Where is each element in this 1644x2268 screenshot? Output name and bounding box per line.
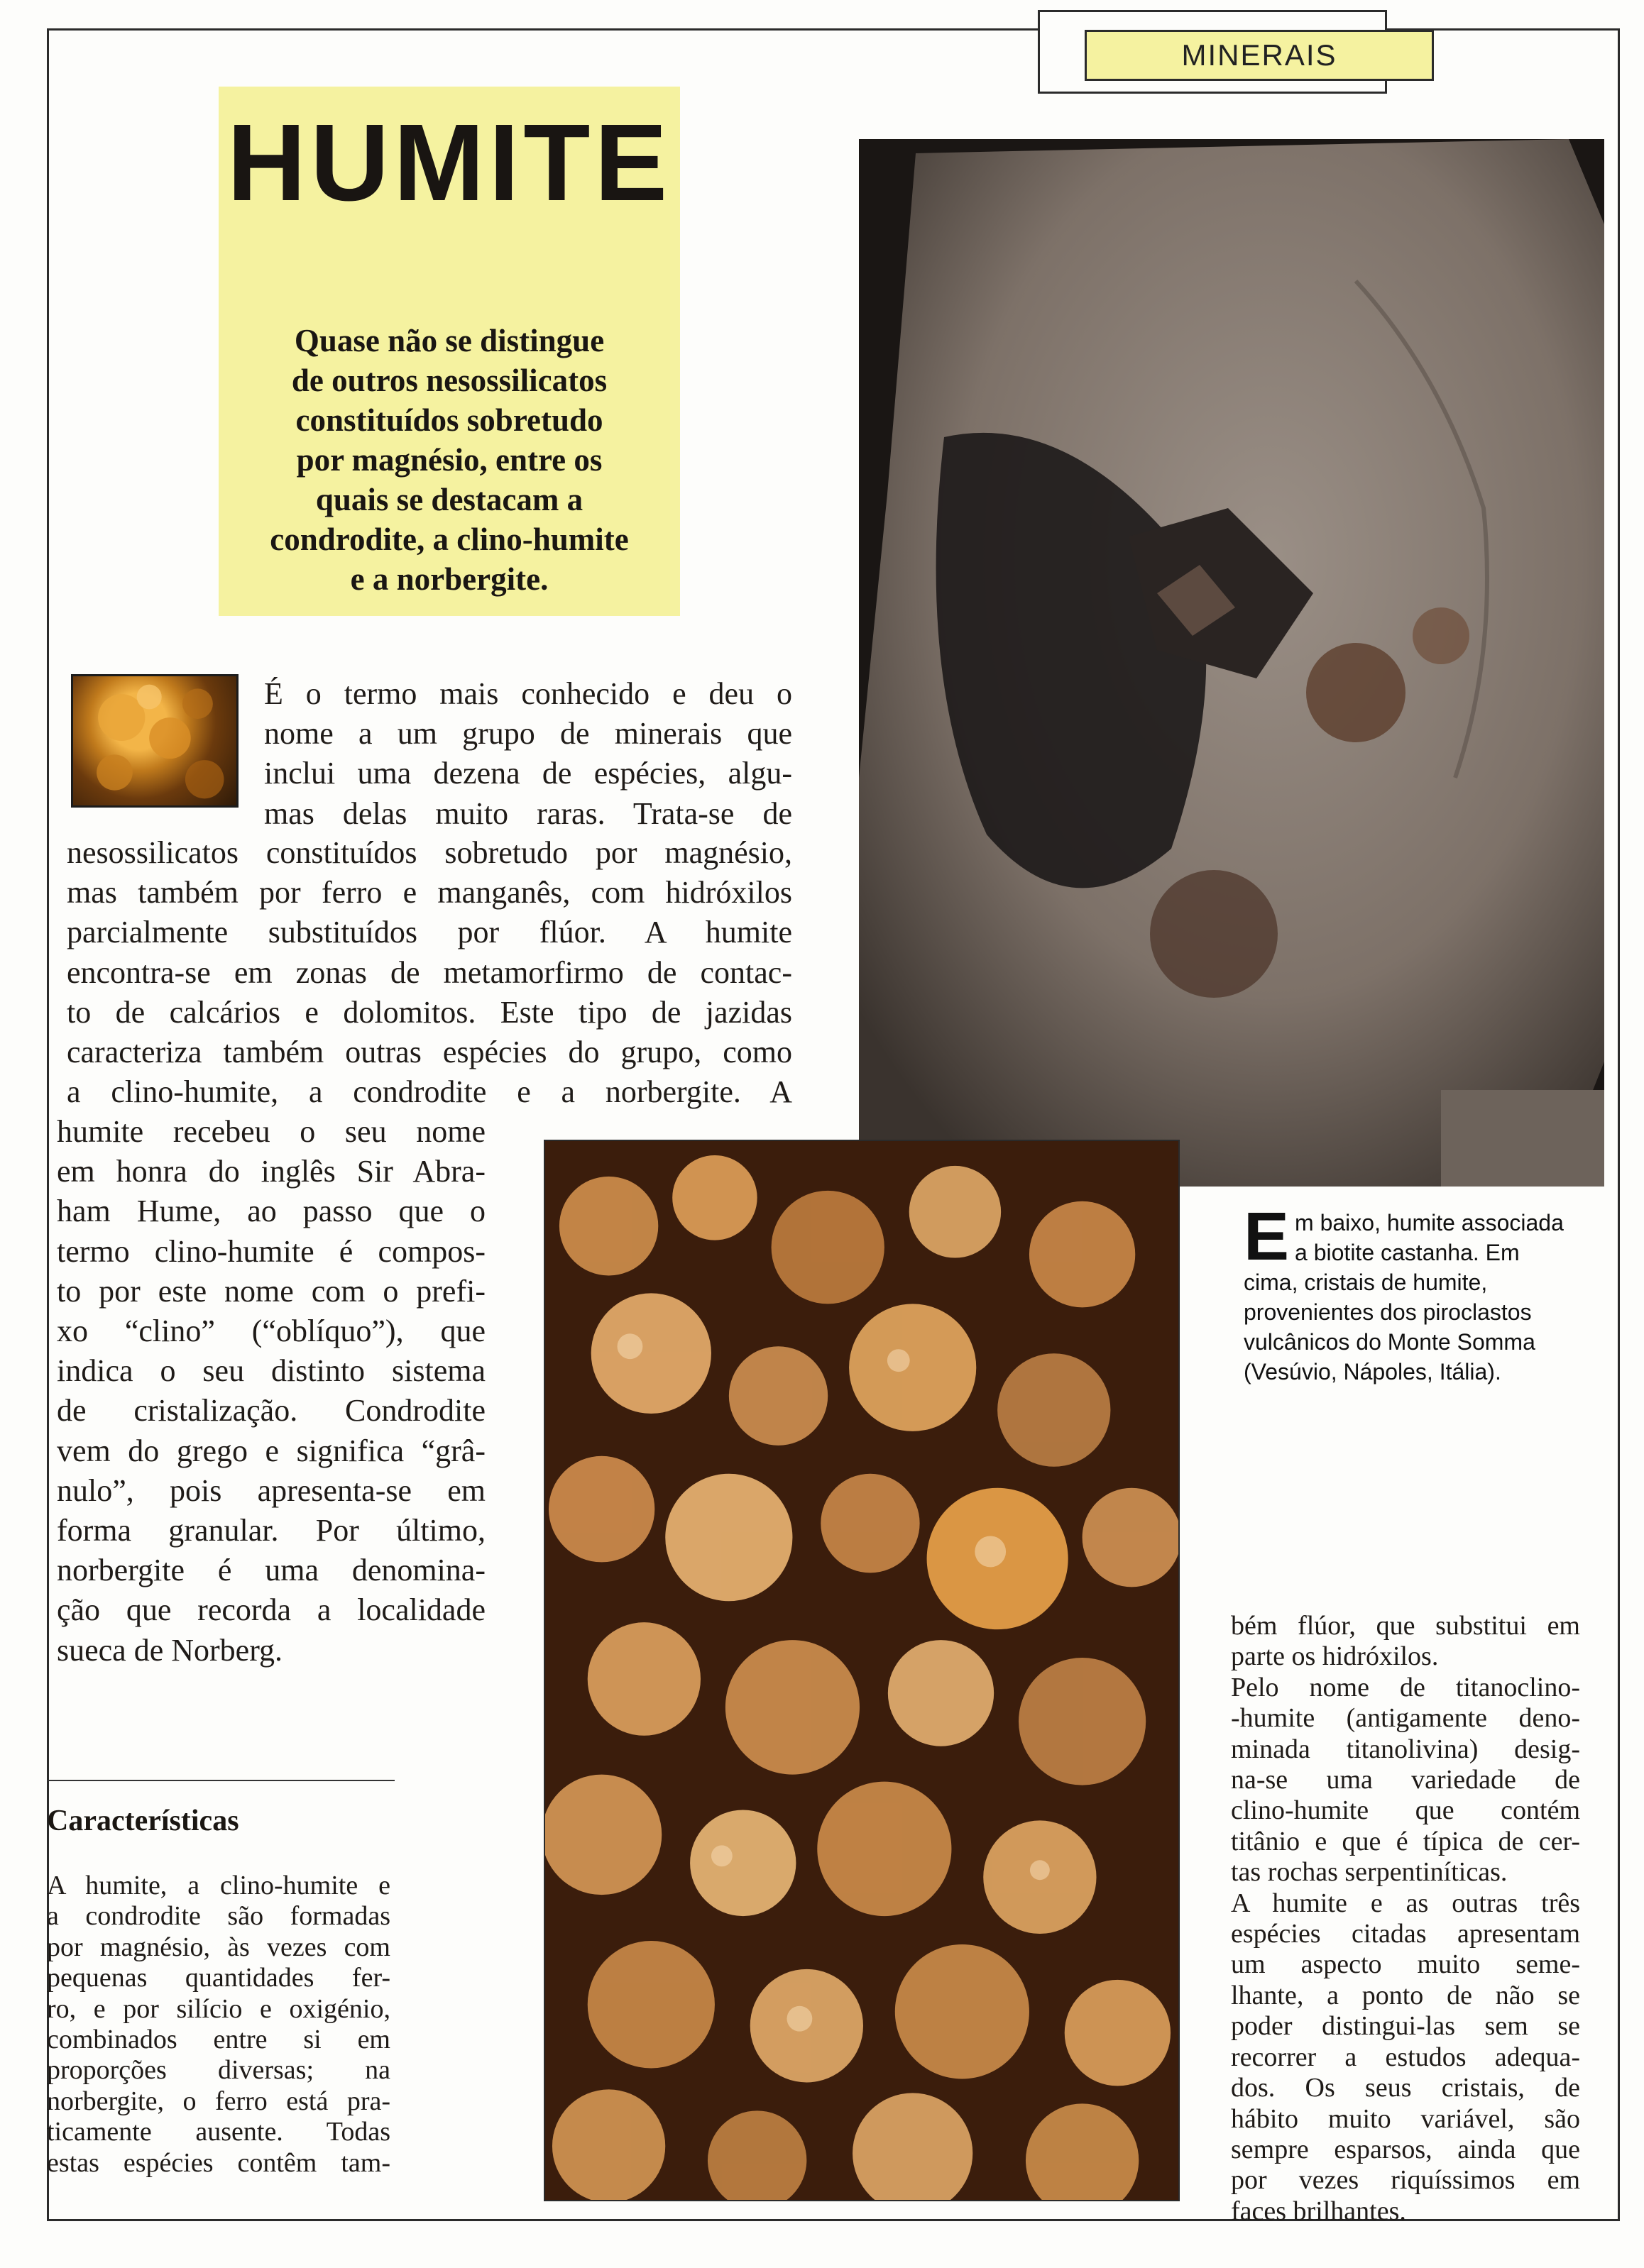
text-line: titânio e que é típica de cer- <box>1231 1826 1580 1856</box>
text-line: pequenas quantidades fer- <box>47 1963 390 1993</box>
text-line: to por este nome com o prefi- <box>57 1273 486 1309</box>
text-line: xo “clino” (“oblíquo”), que <box>57 1314 486 1349</box>
subtitle-line: e a norbergite. <box>350 561 549 597</box>
characteristics-text <box>47 1871 390 2179</box>
right-column-text <box>1231 1611 1580 2227</box>
text-line: a clino-humite, a condrodite e a norbergite. A <box>67 1074 792 1110</box>
caption-line: (Vesúvio, Nápoles, Itália). <box>1244 1359 1501 1385</box>
intro-paragraph-full <box>67 833 792 1112</box>
text-line: É o termo mais conhecido e deu o <box>264 676 792 711</box>
text-line: mas também por ferro e manganês, com hidróxilos <box>67 875 792 910</box>
text-line: sempre esparsos, ainda que <box>1231 2134 1580 2164</box>
text-line: poder distingui-las sem se <box>1231 2011 1580 2042</box>
text-line: caracteriza também outras espécies do grupo, como <box>67 1035 792 1070</box>
caption-line: m baixo, humite associada <box>1295 1210 1564 1235</box>
caption-dropcap: E <box>1244 1199 1290 1275</box>
subtitle-line: constituídos sobretudo <box>295 402 603 438</box>
text-line: nome a um grupo de minerais que <box>264 716 792 752</box>
caption-line: vulcânicos do Monte Somma <box>1244 1329 1535 1355</box>
page-title: HUMITE <box>226 101 672 224</box>
text-line: -humite (antigamente deno- <box>1231 1703 1580 1734</box>
text-line: ção que recorda a localidade <box>57 1592 486 1628</box>
text-line: faces brilhantes. <box>1231 2196 1406 2226</box>
intro-paragraph-bottom <box>57 1112 486 1670</box>
mineral-thumbnail-image <box>71 674 239 808</box>
text-line: dos. Os seus cristais, de <box>1231 2073 1580 2103</box>
photo-humite-crystals <box>544 1140 1180 2201</box>
text-line: estas espécies contêm tam- <box>47 2147 390 2178</box>
section-divider <box>47 1780 395 1781</box>
text-line: lhante, a ponto de não se <box>1231 1980 1580 2010</box>
text-line: Pelo nome de titanoclino- <box>1231 1672 1580 1702</box>
section-tab-label: MINERAIS <box>1181 38 1337 72</box>
caption-line: provenientes dos piroclastos <box>1244 1299 1532 1325</box>
text-line: sueca de Norberg. <box>57 1632 283 1668</box>
text-line: encontra-se em zonas de metamorfirmo de contac- <box>67 954 792 990</box>
text-line: norbergite é uma denomina- <box>57 1553 486 1588</box>
text-line: proporções diversas; na <box>47 2055 390 2086</box>
text-line: mas delas muito raras. Trata-se de <box>264 796 792 831</box>
subtitle-line: condrodite, a clino-humite <box>270 522 629 557</box>
title-box <box>219 87 680 616</box>
text-line: norbergite, o ferro está pra- <box>47 2086 390 2116</box>
subtitle-line: quais se destacam a <box>315 482 583 517</box>
photo-caption <box>1244 1199 1577 1387</box>
text-line: ham Hume, ao passo que o <box>57 1194 486 1229</box>
text-line: na-se uma variedade de <box>1231 1765 1580 1795</box>
text-line: de cristalização. Condrodite <box>57 1393 486 1428</box>
text-line: hábito muito variável, são <box>1231 2103 1580 2134</box>
text-line: em honra do inglês Sir Abra- <box>57 1154 486 1189</box>
text-line: A humite, a clino-humite e <box>47 1871 390 1900</box>
text-line: minada titanolivina) desig- <box>1231 1734 1580 1764</box>
text-line: tas rochas serpentiníticas. <box>1231 1857 1508 1888</box>
text-line: nulo”, pois apresenta-se em <box>57 1472 486 1508</box>
subtitle-line: Quase não se distingue <box>294 323 605 358</box>
text-line: recorrer a estudos adequa- <box>1231 2042 1580 2072</box>
intro-paragraph-top <box>264 674 792 834</box>
text-line: por vezes riquíssimos em <box>1231 2165 1580 2196</box>
subtitle-line: de outros nesossilicatos <box>291 363 608 398</box>
text-line: indica o seu distinto sistema <box>57 1353 486 1389</box>
text-line: a condrodite são formadas <box>47 1901 390 1932</box>
subtitle-line: por magnésio, entre os <box>296 442 603 478</box>
caption-line: cima, cristais de humite, <box>1244 1270 1488 1295</box>
text-line: ro, e por silício e oxigénio, <box>47 1993 390 2024</box>
text-line: vem do grego e significa “grâ- <box>57 1433 486 1468</box>
text-line: parcialmente substituídos por flúor. A humite <box>67 915 792 950</box>
text-line: termo clino-humite é compos- <box>57 1233 486 1269</box>
text-line: bém flúor, que substitui em <box>1231 1611 1580 1641</box>
text-line: nesossilicatos constituídos sobretudo por magnésio, <box>67 835 792 870</box>
text-line: espécies citadas apresentam <box>1231 1919 1580 1949</box>
section-tab <box>1085 30 1434 81</box>
text-line: forma granular. Por último, <box>57 1513 486 1548</box>
characteristics-heading: Características <box>47 1805 239 1837</box>
text-line: combinados entre si em <box>47 2025 390 2055</box>
text-line: A humite e as outras três <box>1231 1888 1580 1918</box>
text-line: clino-humite que contém <box>1231 1795 1580 1826</box>
text-line: um aspecto muito seme- <box>1231 1949 1580 1980</box>
subtitle <box>247 321 652 599</box>
photo-humite-on-biotite <box>859 139 1604 1187</box>
text-line: to de calcários e dolomitos. Este tipo de jazidas <box>67 994 792 1030</box>
caption-line: a biotite castanha. Em <box>1295 1240 1520 1265</box>
text-line: por magnésio, às vezes com <box>47 1932 390 1962</box>
text-line: humite recebeu o seu nome <box>57 1114 486 1149</box>
text-line: parte os hidróxilos. <box>1231 1641 1439 1672</box>
text-line: inclui uma dezena de espécies, algu- <box>264 756 792 791</box>
text-line: ticamente ausente. Todas <box>47 2117 390 2147</box>
